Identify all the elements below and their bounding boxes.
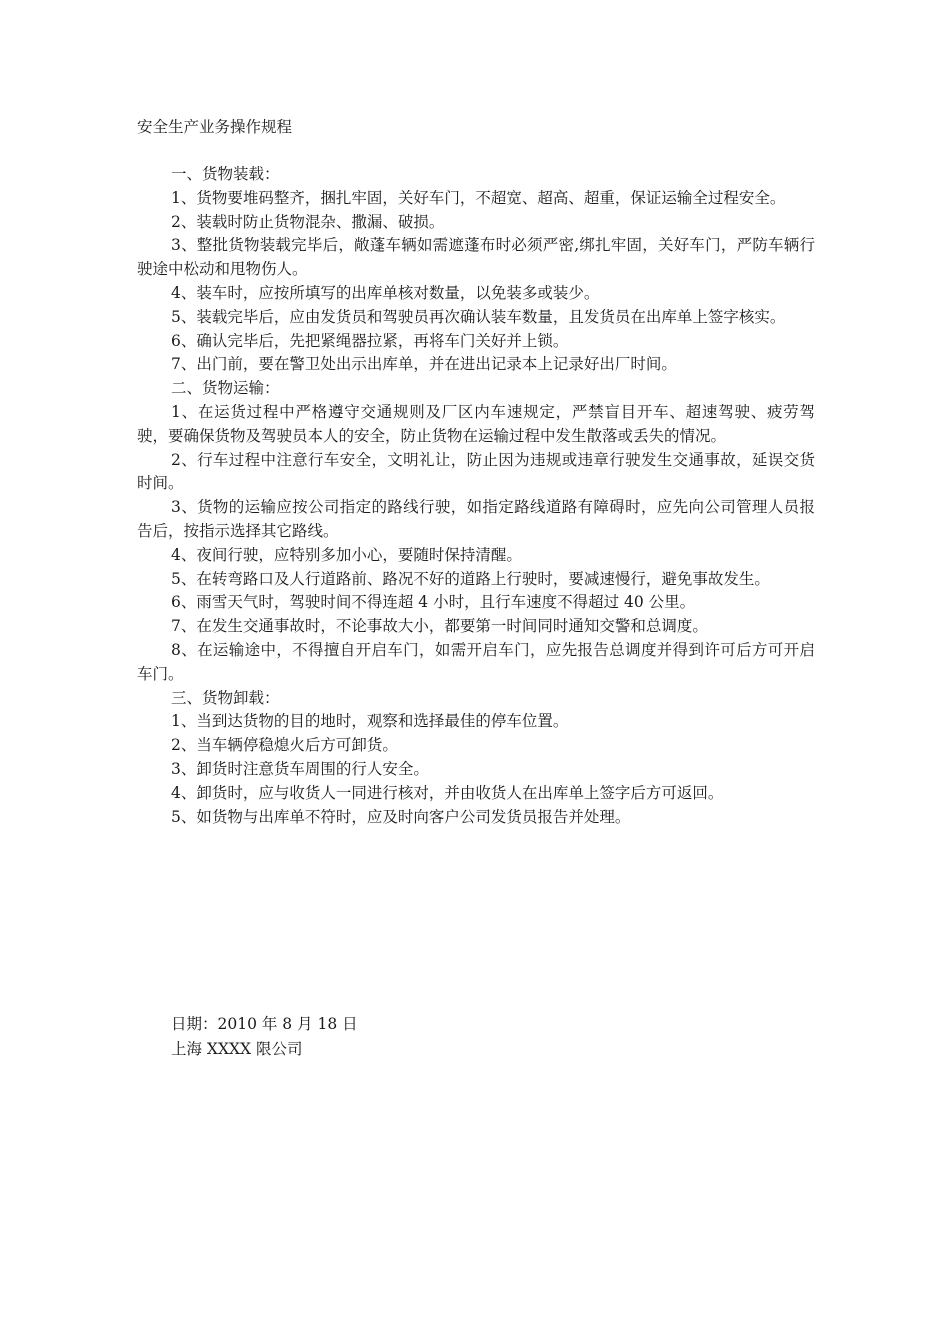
paragraph: 2、当车辆停稳熄火后方可卸货。 — [171, 736, 398, 755]
paragraph: 2、装载时防止货物混杂、撒漏、破损。 — [171, 212, 445, 231]
document-title: 安全生产业务操作规程 — [137, 118, 293, 136]
section-heading-transport: 二、货物运输： — [171, 379, 280, 398]
paragraph: 3、卸货时注意货车周围的行人安全。 — [171, 759, 429, 778]
paragraph: 5、如货物与出库单不符时，应及时向客户公司发货员报告并处理。 — [171, 807, 631, 826]
paragraph: 1、当到达货物的目的地时，观察和选择最佳的停车位置。 — [171, 712, 569, 731]
paragraph: 7、出门前，要在警卫处出示出库单，并在进出记录本上记录好出厂时间。 — [171, 355, 677, 374]
paragraph: 4、装车时，应按所填写的出库单核对数量，以免装多或装少。 — [171, 283, 600, 302]
paragraph: 1、货物要堆码整齐，捆扎牢固，关好车门，不超宽、超高、超重，保证运输全过程安全。 — [171, 188, 786, 207]
paragraph: 6、雨雪天气时，驾驶时间不得连超 4 小时，且行车速度不得超过 40 公里。 — [171, 593, 696, 612]
section-heading-loading: 一、货物装载： — [171, 165, 280, 183]
paragraph: 3、货物的运输应按公司指定的路线行驶，如指定路线道路有障碍时，应先向公司管理人员报告后，按指示选择其它路线。 — [137, 498, 815, 540]
section-heading-unloading: 三、货物卸载： — [171, 688, 280, 707]
company-name: 上海 XXXX 限公司 — [171, 1040, 303, 1058]
paragraph: 4、夜间行驶，应特别多加小心，要随时保持清醒。 — [171, 545, 522, 564]
paragraph: 5、装载完毕后，应由发货员和驾驶员再次确认装车数量，且发货员在出库单上签字核实。 — [171, 307, 786, 326]
paragraph: 6、确认完毕后，先把紧绳器拉紧，再将车门关好并上锁。 — [171, 331, 569, 350]
paragraph: 1、在运货过程中严格遵守交通规则及厂区内车速规定，严禁盲目开车、超速驾驶、疲劳驾驶，要确保货物及驾驶员本人的安全，防止货物在运输过程中发生散落或丢失的情况。 — [137, 402, 815, 445]
paragraph: 8、在运输途中，不得擅自开启车门，如需开启车门，应先报告总调度并得到许可后方可开启车门。 — [137, 640, 815, 683]
document-date: 日期：2010 年 8 月 18 日 — [171, 1015, 358, 1033]
document-body — [137, 163, 815, 829]
paragraph: 2、行车过程中注意行车安全，文明礼让，防止因为违规或违章行驶发生交通事故，延误交货时间。 — [137, 450, 815, 493]
paragraph: 5、在转弯路口及人行道路前、路况不好的道路上行驶时，要减速慢行，避免事故发生。 — [171, 569, 770, 588]
paragraph: 7、在发生交通事故时，不论事故大小，都要第一时间同时通知交警和总调度。 — [171, 617, 708, 636]
paragraph: 3、整批货物装载完毕后，敞蓬车辆如需遮蓬布时必须严密,绑扎牢固，关好车门，严防车辆行驶途中松动和甩物伤人。 — [137, 236, 815, 279]
document-footer — [171, 1012, 358, 1062]
paragraph: 4、卸货时，应与收货人一同进行核对，并由收货人在出库单上签字后方可返回。 — [171, 783, 724, 802]
